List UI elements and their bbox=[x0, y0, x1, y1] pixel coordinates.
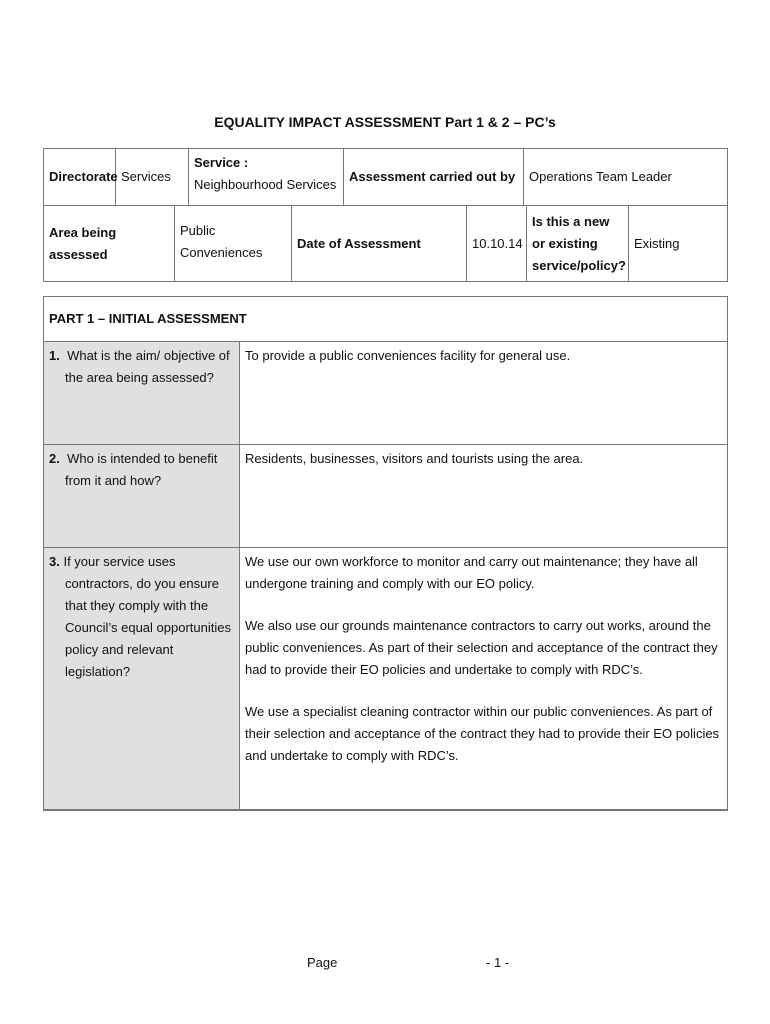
question-text: What is the aim/ objective of the area being assessed? bbox=[65, 348, 230, 385]
footer-page-label: Page bbox=[307, 955, 338, 970]
question-number: 1. bbox=[49, 348, 60, 363]
assessed-by-value: Operations Team Leader bbox=[524, 149, 728, 206]
answer-paragraph: We use our own workforce to monitor and carry out maintenance; they have all undergone training and comply with our EO policy. bbox=[245, 554, 698, 591]
service-label: Service : bbox=[194, 155, 249, 170]
answer-paragraph: Residents, businesses, visitors and tourists using the area. bbox=[245, 451, 584, 466]
header-table-row-1 bbox=[43, 148, 728, 206]
answer-paragraph: We use a specialist cleaning contractor within our public conveniences. As part of their selection and acceptance of the contract they had to provide their EO policies and undertake to comply with RDC’s. bbox=[245, 704, 720, 763]
question-text: Who is intended to benefit from it and how? bbox=[65, 451, 218, 488]
header-table-row-2 bbox=[43, 205, 728, 282]
question-text: If your service uses contractors, do you ensure that they comply with the Council’s equal opportunities policy and relevant legislation? bbox=[63, 554, 231, 679]
date-value: 10.10.14 bbox=[467, 206, 527, 282]
service-value: Neighbourhood Services bbox=[194, 177, 337, 192]
answer-1 bbox=[240, 342, 728, 445]
service-cell bbox=[189, 149, 344, 206]
question-number: 2. bbox=[49, 451, 60, 466]
question-number: 3. bbox=[49, 554, 60, 569]
part1-table bbox=[43, 296, 728, 811]
footer-page-number: - 1 - bbox=[486, 955, 510, 970]
new-existing-label: Is this a new or existing service/policy? bbox=[527, 206, 629, 282]
area-value: Public Conveniences bbox=[175, 206, 292, 282]
question-1 bbox=[44, 342, 240, 445]
document-title: EQUALITY IMPACT ASSESSMENT Part 1 & 2 – PC’s bbox=[214, 114, 556, 130]
answer-paragraph: We also use our grounds maintenance contractors to carry out works, around the public conveniences. As part of their selection and acceptance of the contract they had to provide their EO policies and undertake to comply with RDC’s. bbox=[245, 618, 718, 677]
area-label: Area being assessed bbox=[44, 206, 175, 282]
new-existing-value: Existing bbox=[629, 206, 728, 282]
part1-heading: PART 1 – INITIAL ASSESSMENT bbox=[44, 297, 728, 342]
question-3 bbox=[44, 548, 240, 810]
directorate-value: Services bbox=[116, 149, 189, 206]
date-label: Date of Assessment bbox=[292, 206, 467, 282]
question-2 bbox=[44, 445, 240, 548]
answer-2 bbox=[240, 445, 728, 548]
assessed-by-label: Assessment carried out by bbox=[344, 149, 524, 206]
answer-paragraph: To provide a public conveniences facility for general use. bbox=[245, 348, 571, 363]
answer-3 bbox=[240, 548, 728, 810]
directorate-label: Directorate bbox=[44, 149, 116, 206]
